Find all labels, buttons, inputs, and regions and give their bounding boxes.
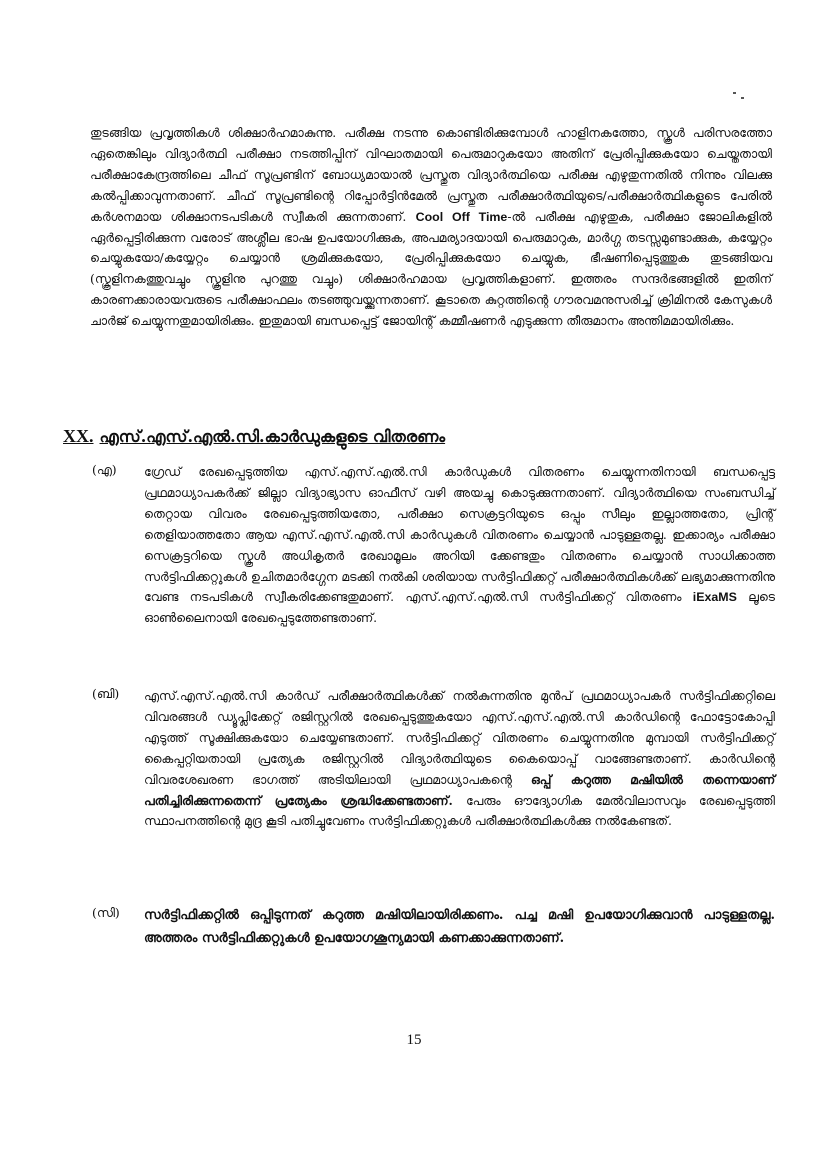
item-a-text: ഗ്രേഡ് രേഖപ്പെടുത്തിയ എസ്.എസ്.എൽ.സി കാർഡുകൾ വിതരണം ചെയ്യുന്നതിനായി ബന്ധപ്പെട്ട പ്രഥമാധ്യാപകർക്ക് ജില്ലാ വിദ്യാഭ്യാസ ഓഫീസ് വഴി അയച്ചു കൊടുക്കുന്നതാണ്. വിദ്യാർത്ഥിയെ സംബന്ധിച്ച് തെറ്റായ വിവരം രേഖപ്പെടുത്തിയതോ, പരീക്ഷാ സെക്രട്ടറിയുടെ ഒപ്പും സീലും ഇല്ലാത്തതോ, പ്രിന്റ് തെളിയാത്തതോ ആയ എസ്.എസ്.എൽ.സി കാർഡുകൾ വിതരണം ചെയ്യാൻ പാടുള്ളതല്ല. ഇക്കാര്യം പരീക്ഷാ സെക്രട്ടറിയെ സ്കൂൾ അധികൃതർ രേഖാമൂലം അറിയി ക്കേണ്ടതും വിതരണം ചെയ്യാൻ സാധിക്കാത്ത സർട്ടിഫിക്കറ്റുകൾ ഉചിതമാർഗ്ഗേന മടക്കി നൽകി ശരിയായ സർട്ടിഫിക്കറ്റ് പരീക്ഷാർത്ഥികൾക്ക് ലഭ്യമാക്കുന്നതിനു വേണ്ട നടപടികൾ സ്വീകരിക്കേണ്ടതുമാണ്. എസ്.എസ്.എൽ.സി സർട്ടിഫിക്കറ്റ് വിതരണം [144, 464, 775, 605]
item-a-text-end: ലൂടെ ഓൺലൈനായി രേഖപ്പെടുത്തേണ്ടതാണ്. [144, 589, 775, 626]
section-heading [63, 426, 445, 447]
item-body-b [144, 686, 775, 832]
item-b-text-end: പേരും ഔദ്യോഗിക മേൽവിലാസവും രേഖപ്പെടുത്തി സ്ഥാപനത്തിന്റെ മുദ്ര കൂടി പതിച്ചുവേണം സർട്ടിഫിക്കറ്റുകൾ പരീക്ഷാർത്ഥികൾക്കു നൽകേണ്ടത്. [144, 792, 775, 829]
scan-speck [733, 92, 736, 94]
intro-paragraph [90, 123, 772, 332]
section-title: എസ്.എസ്.എൽ.സി.കാർഡുകളുടെ വിതരണം [99, 427, 446, 446]
intro-text-2: -ൽ പരീക്ഷ എഴുതുക, പരീക്ഷാ ജോലികളിൽ ഏർപ്പെട്ടിരിക്കുന്ന വരോട് അശ്ലീല ഭാഷ ഉപയോഗിക്കുക, അപമര്യാദയായി പെരുമാറുക, മാർഗ്ഗ തടസ്സമുണ്ടാക്കുക, കയ്യേറ്റം ചെയ്യുകയോ/കയ്യേറ്റം ചെയ്യാൻ ശ്രമിക്കുകയോ, പ്രേരിപ്പിക്കുകയോ ചെയ്യുക, ഭീഷണിപ്പെടുത്തുക തുടങ്ങിയവ (സ്കൂളിനകത്തുവച്ചും സ്കൂളിനു പുറത്തു വച്ചും) ശിക്ഷാർഹമായ പ്രവൃത്തികളാണ്. ഇത്തരം സന്ദർഭങ്ങളിൽ ഇതിന് കാരണക്കാരായവരുടെ പരീക്ഷാഫലം തടഞ്ഞുവയ്ക്കുന്നതാണ്. കൂടാതെ കുറ്റത്തിന്റെ ഗൗരവമനുസരിച്ച് ക്രിമിനൽ കേസുകൾ ചാർജ് ചെയ്യുന്നതുമായിരിക്കും. ഇതുമായി ബന്ധപ്പെട്ട് ജോയിന്റ് കമ്മീഷണർ എടുക്കുന്ന തീരുമാനം അന്തിമമായിരിക്കും. [90, 208, 773, 329]
item-label-b: (ബി) [92, 686, 120, 701]
cool-off-time-term: Cool Off Time [415, 209, 508, 224]
intro-text-1: തുടങ്ങിയ പ്രവൃത്തികൾ ശിക്ഷാർഹമാകുന്നു. പരീക്ഷ നടന്നു കൊണ്ടിരിക്കുമ്പോൾ ഹാളിനകത്തോ, സ്കൂൾ പരിസരത്തോ ഏതെങ്കിലും വിദ്യാർത്ഥി പരീക്ഷാ നടത്തിപ്പിന് വിഘാതമായി പെരുമാറുകയോ അതിന് പ്രേരിപ്പിക്കുകയോ ചെയ്തതായി പരീക്ഷാകേന്ദ്രത്തിലെ ചീഫ് സൂപ്രണ്ടിന് ബോധ്യമായാൽ പ്രസ്തുത വിദ്യാർത്ഥിയെ പരീക്ഷ എഴുതുന്നതിൽ നിന്നും വിലക്കു കൽപ്പിക്കാവുന്നതാണ്. ചീഫ് സൂപ്രണ്ടിന്റെ റിപ്പോർട്ടിൻമേൽ പ്രസ്തുത പരീക്ഷാർത്ഥിയുടെ/പരീക്ഷാർത്ഥികളുടെ പേരിൽ കർശനമായ ശിക്ഷാനടപടികൾ സ്വീകരി ക്കുന്നതാണ്. [90, 125, 772, 224]
item-b-bold-text: ഒപ്പ് കറുത്ത മഷിയിൽ തന്നെയാണ് പതിച്ചിരിക്കുന്നതെന്ന് പ്രത്യേകം ശ്രദ്ധിക്കേണ്ടതാണ്. [144, 771, 775, 808]
item-c-text: സർട്ടിഫിക്കറ്റിൽ ഒപ്പിടുന്നത് കറുത്ത മഷിയിലായിരിക്കണം. പച്ച മഷി ഉപയോഗിക്കുവാൻ പാടുള്ളതല്ല. അത്തരം സർട്ടിഫിക്കറ്റുകൾ ഉപയോഗശൂന്യമായി കണക്കാക്കുന്നതാണ്. [144, 908, 775, 946]
section-number: XX. [63, 426, 94, 446]
item-body-a [144, 462, 775, 629]
scan-speck [741, 97, 744, 99]
page-number: 15 [406, 1032, 422, 1048]
item-label-c: (സി) [92, 905, 120, 920]
iexams-brand: iExaMS [692, 590, 737, 605]
item-b-text: എസ്.എസ്.എൽ.സി കാർഡ് പരീക്ഷാർത്ഥികൾക്ക് നൽകുന്നതിനു മുൻപ് പ്രഥമാധ്യാപകർ സർട്ടിഫിക്കറ്റിലെ വിവരങ്ങൾ ഡ്യൂപ്ലിക്കേറ്റ് രജിസ്റ്ററിൽ രേഖപ്പെടുത്തുകയോ എസ്.എസ്.എൽ.സി കാർഡിന്റെ ഫോട്ടോകോപ്പി എടുത്ത് സൂക്ഷിക്കുകയോ ചെയ്യേണ്ടതാണ്. സർട്ടിഫിക്കറ്റ് വിതരണം ചെയ്യുന്നതിനു മുമ്പായി സർട്ടിഫിക്കറ്റ് കൈപ്പറ്റിയതായി പ്രത്യേക രജിസ്റ്ററിൽ വിദ്യാർത്ഥിയുടെ കൈയൊപ്പ് വാങ്ങേണ്ടതാണ്. കാർഡിന്റെ വിവരശേഖരണ ഭാഗത്ത് അടിയിലായി പ്രഥമാധ്യാപകന്റെ [144, 688, 775, 787]
item-body-c [144, 905, 775, 950]
item-label-a: (എ) [92, 462, 117, 477]
